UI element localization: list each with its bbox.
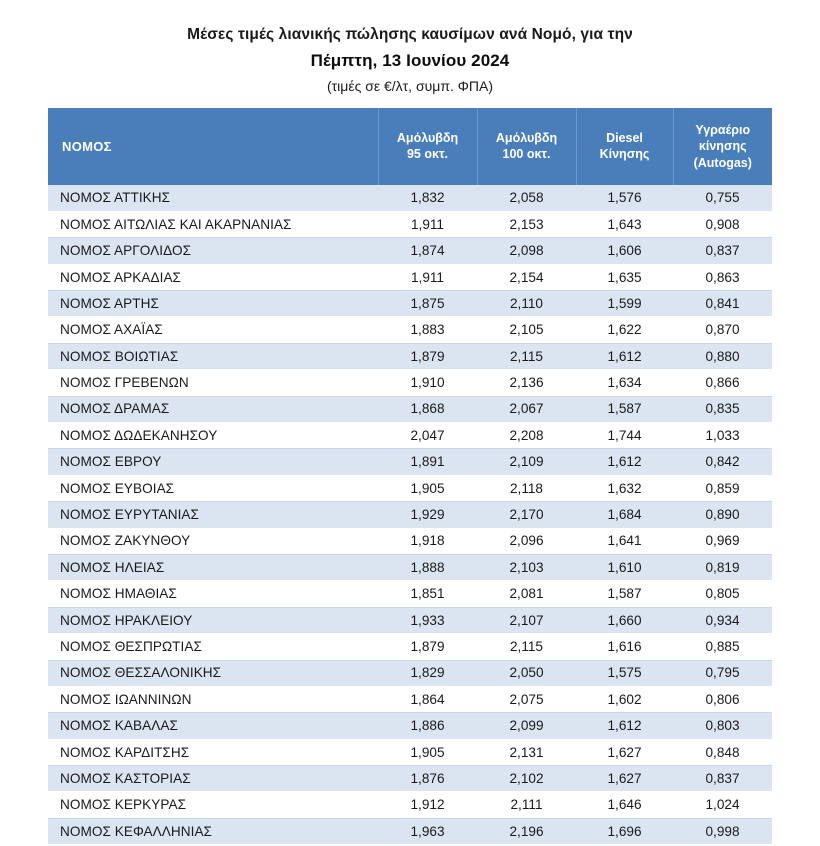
cell-price-u95: 1,883 — [378, 317, 477, 343]
column-header-unleaded-95 — [378, 108, 477, 185]
cell-price-u95: 1,829 — [378, 660, 477, 686]
cell-price-lpg: 0,859 — [673, 475, 772, 501]
cell-price-u95: 1,864 — [378, 686, 477, 712]
cell-price-diesel: 1,627 — [576, 766, 673, 792]
cell-price-lpg: 0,795 — [673, 660, 772, 686]
table-row — [48, 475, 772, 501]
cell-price-u100: 2,096 — [477, 528, 576, 554]
cell-prefecture-name: ΝΟΜΟΣ ΕΥΡΥΤΑΝΙΑΣ — [48, 502, 378, 528]
cell-price-diesel: 1,612 — [576, 713, 673, 739]
column-header-line: Αμόλυβδη — [495, 130, 558, 145]
fuel-price-table — [48, 108, 772, 845]
cell-price-u95: 1,933 — [378, 607, 477, 633]
cell-price-diesel: 1,575 — [576, 660, 673, 686]
cell-price-u95: 1,832 — [378, 185, 477, 211]
cell-price-u95: 2,047 — [378, 422, 477, 448]
table-row — [48, 317, 772, 343]
cell-price-diesel: 1,587 — [576, 581, 673, 607]
cell-price-u100: 2,102 — [477, 766, 576, 792]
cell-price-u100: 2,136 — [477, 370, 576, 396]
table-row — [48, 792, 772, 818]
cell-prefecture-name: ΝΟΜΟΣ ΗΛΕΙΑΣ — [48, 554, 378, 580]
table-row — [48, 422, 772, 448]
cell-price-u95: 1,879 — [378, 634, 477, 660]
table-header-row — [48, 108, 772, 185]
cell-price-u95: 1,875 — [378, 291, 477, 317]
column-header-line: κίνησης — [698, 139, 747, 154]
cell-prefecture-name: ΝΟΜΟΣ ΑΧΑΪΑΣ — [48, 317, 378, 343]
cell-price-u95: 1,851 — [378, 581, 477, 607]
table-row — [48, 660, 772, 686]
cell-price-diesel: 1,622 — [576, 317, 673, 343]
cell-price-diesel: 1,646 — [576, 792, 673, 818]
table-row — [48, 686, 772, 712]
cell-price-u100: 2,099 — [477, 713, 576, 739]
cell-price-lpg: 0,890 — [673, 502, 772, 528]
cell-prefecture-name: ΝΟΜΟΣ ΒΟΙΩΤΙΑΣ — [48, 343, 378, 369]
table-row — [48, 554, 772, 580]
cell-price-lpg: 0,848 — [673, 739, 772, 765]
cell-prefecture-name: ΝΟΜΟΣ ΚΑΣΤΟΡΙΑΣ — [48, 766, 378, 792]
cell-price-diesel: 1,627 — [576, 739, 673, 765]
cell-price-lpg: 0,998 — [673, 818, 772, 844]
cell-prefecture-name: ΝΟΜΟΣ ΙΩΑΝΝΙΝΩΝ — [48, 686, 378, 712]
cell-price-u95: 1,905 — [378, 475, 477, 501]
column-header-autogas — [673, 108, 772, 185]
cell-price-lpg: 0,885 — [673, 634, 772, 660]
table-row — [48, 449, 772, 475]
cell-price-diesel: 1,587 — [576, 396, 673, 422]
cell-price-diesel: 1,744 — [576, 422, 673, 448]
cell-prefecture-name: ΝΟΜΟΣ ΘΕΣΣΑΛΟΝΙΚΗΣ — [48, 660, 378, 686]
cell-price-lpg: 0,819 — [673, 554, 772, 580]
cell-price-u100: 2,154 — [477, 264, 576, 290]
cell-price-u95: 1,905 — [378, 739, 477, 765]
cell-prefecture-name: ΝΟΜΟΣ ΚΕΦΑΛΛΗΝΙΑΣ — [48, 818, 378, 844]
cell-price-u100: 2,067 — [477, 396, 576, 422]
cell-price-u100: 2,131 — [477, 739, 576, 765]
cell-price-u95: 1,879 — [378, 343, 477, 369]
table-row — [48, 211, 772, 237]
table-row — [48, 238, 772, 264]
cell-price-lpg: 1,024 — [673, 792, 772, 818]
cell-price-u100: 2,110 — [477, 291, 576, 317]
table-header — [48, 108, 772, 185]
cell-prefecture-name: ΝΟΜΟΣ ΔΩΔΕΚΑΝΗΣΟΥ — [48, 422, 378, 448]
cell-price-u100: 2,170 — [477, 502, 576, 528]
cell-prefecture-name: ΝΟΜΟΣ ΑΡΓΟΛΙΔΟΣ — [48, 238, 378, 264]
cell-price-diesel: 1,643 — [576, 211, 673, 237]
column-header-unleaded-100 — [477, 108, 576, 185]
cell-prefecture-name: ΝΟΜΟΣ ΗΜΑΘΙΑΣ — [48, 581, 378, 607]
cell-price-u100: 2,081 — [477, 581, 576, 607]
cell-prefecture-name: ΝΟΜΟΣ ΗΡΑΚΛΕΙΟΥ — [48, 607, 378, 633]
column-header-line: 95 οκτ. — [406, 147, 449, 162]
column-header-line: Υγραέριο — [695, 122, 751, 137]
table-row — [48, 528, 772, 554]
cell-price-diesel: 1,684 — [576, 502, 673, 528]
column-header-diesel — [576, 108, 673, 185]
cell-price-u95: 1,911 — [378, 211, 477, 237]
cell-price-u100: 2,103 — [477, 554, 576, 580]
table-row — [48, 396, 772, 422]
cell-price-lpg: 0,837 — [673, 238, 772, 264]
cell-price-diesel: 1,606 — [576, 238, 673, 264]
cell-price-u100: 2,107 — [477, 607, 576, 633]
cell-price-diesel: 1,612 — [576, 343, 673, 369]
cell-prefecture-name: ΝΟΜΟΣ ΑΡΤΗΣ — [48, 291, 378, 317]
table-row — [48, 739, 772, 765]
cell-price-lpg: 0,837 — [673, 766, 772, 792]
cell-prefecture-name: ΝΟΜΟΣ ΔΡΑΜΑΣ — [48, 396, 378, 422]
column-header-line: (Autogas) — [693, 155, 752, 170]
cell-price-lpg: 0,908 — [673, 211, 772, 237]
page-title: Μέσες τιμές λιανικής πώλησης καυσίμων ανά Νομό, για την — [187, 26, 633, 43]
cell-price-u95: 1,918 — [378, 528, 477, 554]
cell-prefecture-name: ΝΟΜΟΣ ΖΑΚΥΝΘΟΥ — [48, 528, 378, 554]
cell-price-diesel: 1,616 — [576, 634, 673, 660]
cell-price-u100: 2,115 — [477, 343, 576, 369]
column-header-nomos — [48, 108, 378, 185]
cell-price-lpg: 0,863 — [673, 264, 772, 290]
cell-price-u100: 2,105 — [477, 317, 576, 343]
table-row — [48, 713, 772, 739]
cell-price-lpg: 0,842 — [673, 449, 772, 475]
cell-price-u95: 1,868 — [378, 396, 477, 422]
cell-prefecture-name: ΝΟΜΟΣ ΑΙΤΩΛΙΑΣ ΚΑΙ ΑΚΑΡΝΑΝΙΑΣ — [48, 211, 378, 237]
cell-prefecture-name: ΝΟΜΟΣ ΘΕΣΠΡΩΤΙΑΣ — [48, 634, 378, 660]
cell-price-lpg: 0,835 — [673, 396, 772, 422]
cell-price-u95: 1,910 — [378, 370, 477, 396]
cell-price-u100: 2,111 — [477, 792, 576, 818]
table-row — [48, 502, 772, 528]
cell-price-lpg: 0,806 — [673, 686, 772, 712]
cell-price-u100: 2,075 — [477, 686, 576, 712]
cell-price-u95: 1,911 — [378, 264, 477, 290]
cell-price-u100: 2,109 — [477, 449, 576, 475]
table-row — [48, 634, 772, 660]
table-row — [48, 370, 772, 396]
document-title-block — [0, 0, 820, 97]
price-unit-note: (τιμές σε €/λτ, συμπ. ΦΠΑ) — [326, 77, 494, 94]
cell-price-lpg: 0,803 — [673, 713, 772, 739]
cell-price-u95: 1,912 — [378, 792, 477, 818]
cell-price-u95: 1,876 — [378, 766, 477, 792]
report-date: Πέμπτη, 13 Ιουνίου 2024 — [310, 51, 510, 71]
cell-price-lpg: 0,870 — [673, 317, 772, 343]
cell-price-u100: 2,196 — [477, 818, 576, 844]
cell-price-lpg: 0,841 — [673, 291, 772, 317]
table-row — [48, 818, 772, 844]
table-row — [48, 343, 772, 369]
table-row — [48, 185, 772, 211]
column-header-line: 100 οκτ. — [502, 147, 551, 162]
cell-price-u100: 2,058 — [477, 185, 576, 211]
column-header-line: ΝΟΜΟΣ — [62, 138, 112, 154]
fuel-price-table-container — [48, 108, 772, 845]
column-header-line: Diesel — [606, 130, 643, 145]
table-row — [48, 581, 772, 607]
cell-price-u100: 2,098 — [477, 238, 576, 264]
cell-prefecture-name: ΝΟΜΟΣ ΑΤΤΙΚΗΣ — [48, 185, 378, 211]
cell-price-u100: 2,118 — [477, 475, 576, 501]
cell-prefecture-name: ΝΟΜΟΣ ΓΡΕΒΕΝΩΝ — [48, 370, 378, 396]
cell-price-u95: 1,888 — [378, 554, 477, 580]
cell-price-u100: 2,115 — [477, 634, 576, 660]
cell-price-diesel: 1,612 — [576, 449, 673, 475]
cell-price-u95: 1,963 — [378, 818, 477, 844]
cell-price-u95: 1,891 — [378, 449, 477, 475]
cell-price-lpg: 0,969 — [673, 528, 772, 554]
cell-price-lpg: 0,755 — [673, 185, 772, 211]
table-row — [48, 607, 772, 633]
cell-price-u100: 2,153 — [477, 211, 576, 237]
cell-price-diesel: 1,602 — [576, 686, 673, 712]
column-header-line: Αμόλυβδη — [396, 130, 459, 145]
cell-price-diesel: 1,660 — [576, 607, 673, 633]
table-row — [48, 766, 772, 792]
cell-price-lpg: 0,880 — [673, 343, 772, 369]
cell-price-diesel: 1,635 — [576, 264, 673, 290]
cell-price-diesel: 1,610 — [576, 554, 673, 580]
cell-price-u95: 1,929 — [378, 502, 477, 528]
cell-price-u100: 2,208 — [477, 422, 576, 448]
cell-price-diesel: 1,599 — [576, 291, 673, 317]
cell-price-u95: 1,886 — [378, 713, 477, 739]
cell-price-lpg: 1,033 — [673, 422, 772, 448]
cell-prefecture-name: ΝΟΜΟΣ ΕΒΡΟΥ — [48, 449, 378, 475]
cell-price-lpg: 0,805 — [673, 581, 772, 607]
cell-price-u95: 1,874 — [378, 238, 477, 264]
cell-prefecture-name: ΝΟΜΟΣ ΚΑΡΔΙΤΣΗΣ — [48, 739, 378, 765]
column-header-line: Κίνησης — [599, 147, 650, 162]
cell-price-diesel: 1,696 — [576, 818, 673, 844]
cell-prefecture-name: ΝΟΜΟΣ ΚΕΡΚΥΡΑΣ — [48, 792, 378, 818]
cell-price-u100: 2,050 — [477, 660, 576, 686]
cell-prefecture-name: ΝΟΜΟΣ ΑΡΚΑΔΙΑΣ — [48, 264, 378, 290]
table-body — [48, 185, 772, 845]
cell-price-diesel: 1,632 — [576, 475, 673, 501]
cell-price-lpg: 0,866 — [673, 370, 772, 396]
cell-prefecture-name: ΝΟΜΟΣ ΕΥΒΟΙΑΣ — [48, 475, 378, 501]
cell-price-lpg: 0,934 — [673, 607, 772, 633]
table-row — [48, 264, 772, 290]
cell-prefecture-name: ΝΟΜΟΣ ΚΑΒΑΛΑΣ — [48, 713, 378, 739]
cell-price-diesel: 1,641 — [576, 528, 673, 554]
cell-price-diesel: 1,634 — [576, 370, 673, 396]
table-row — [48, 291, 772, 317]
cell-price-diesel: 1,576 — [576, 185, 673, 211]
